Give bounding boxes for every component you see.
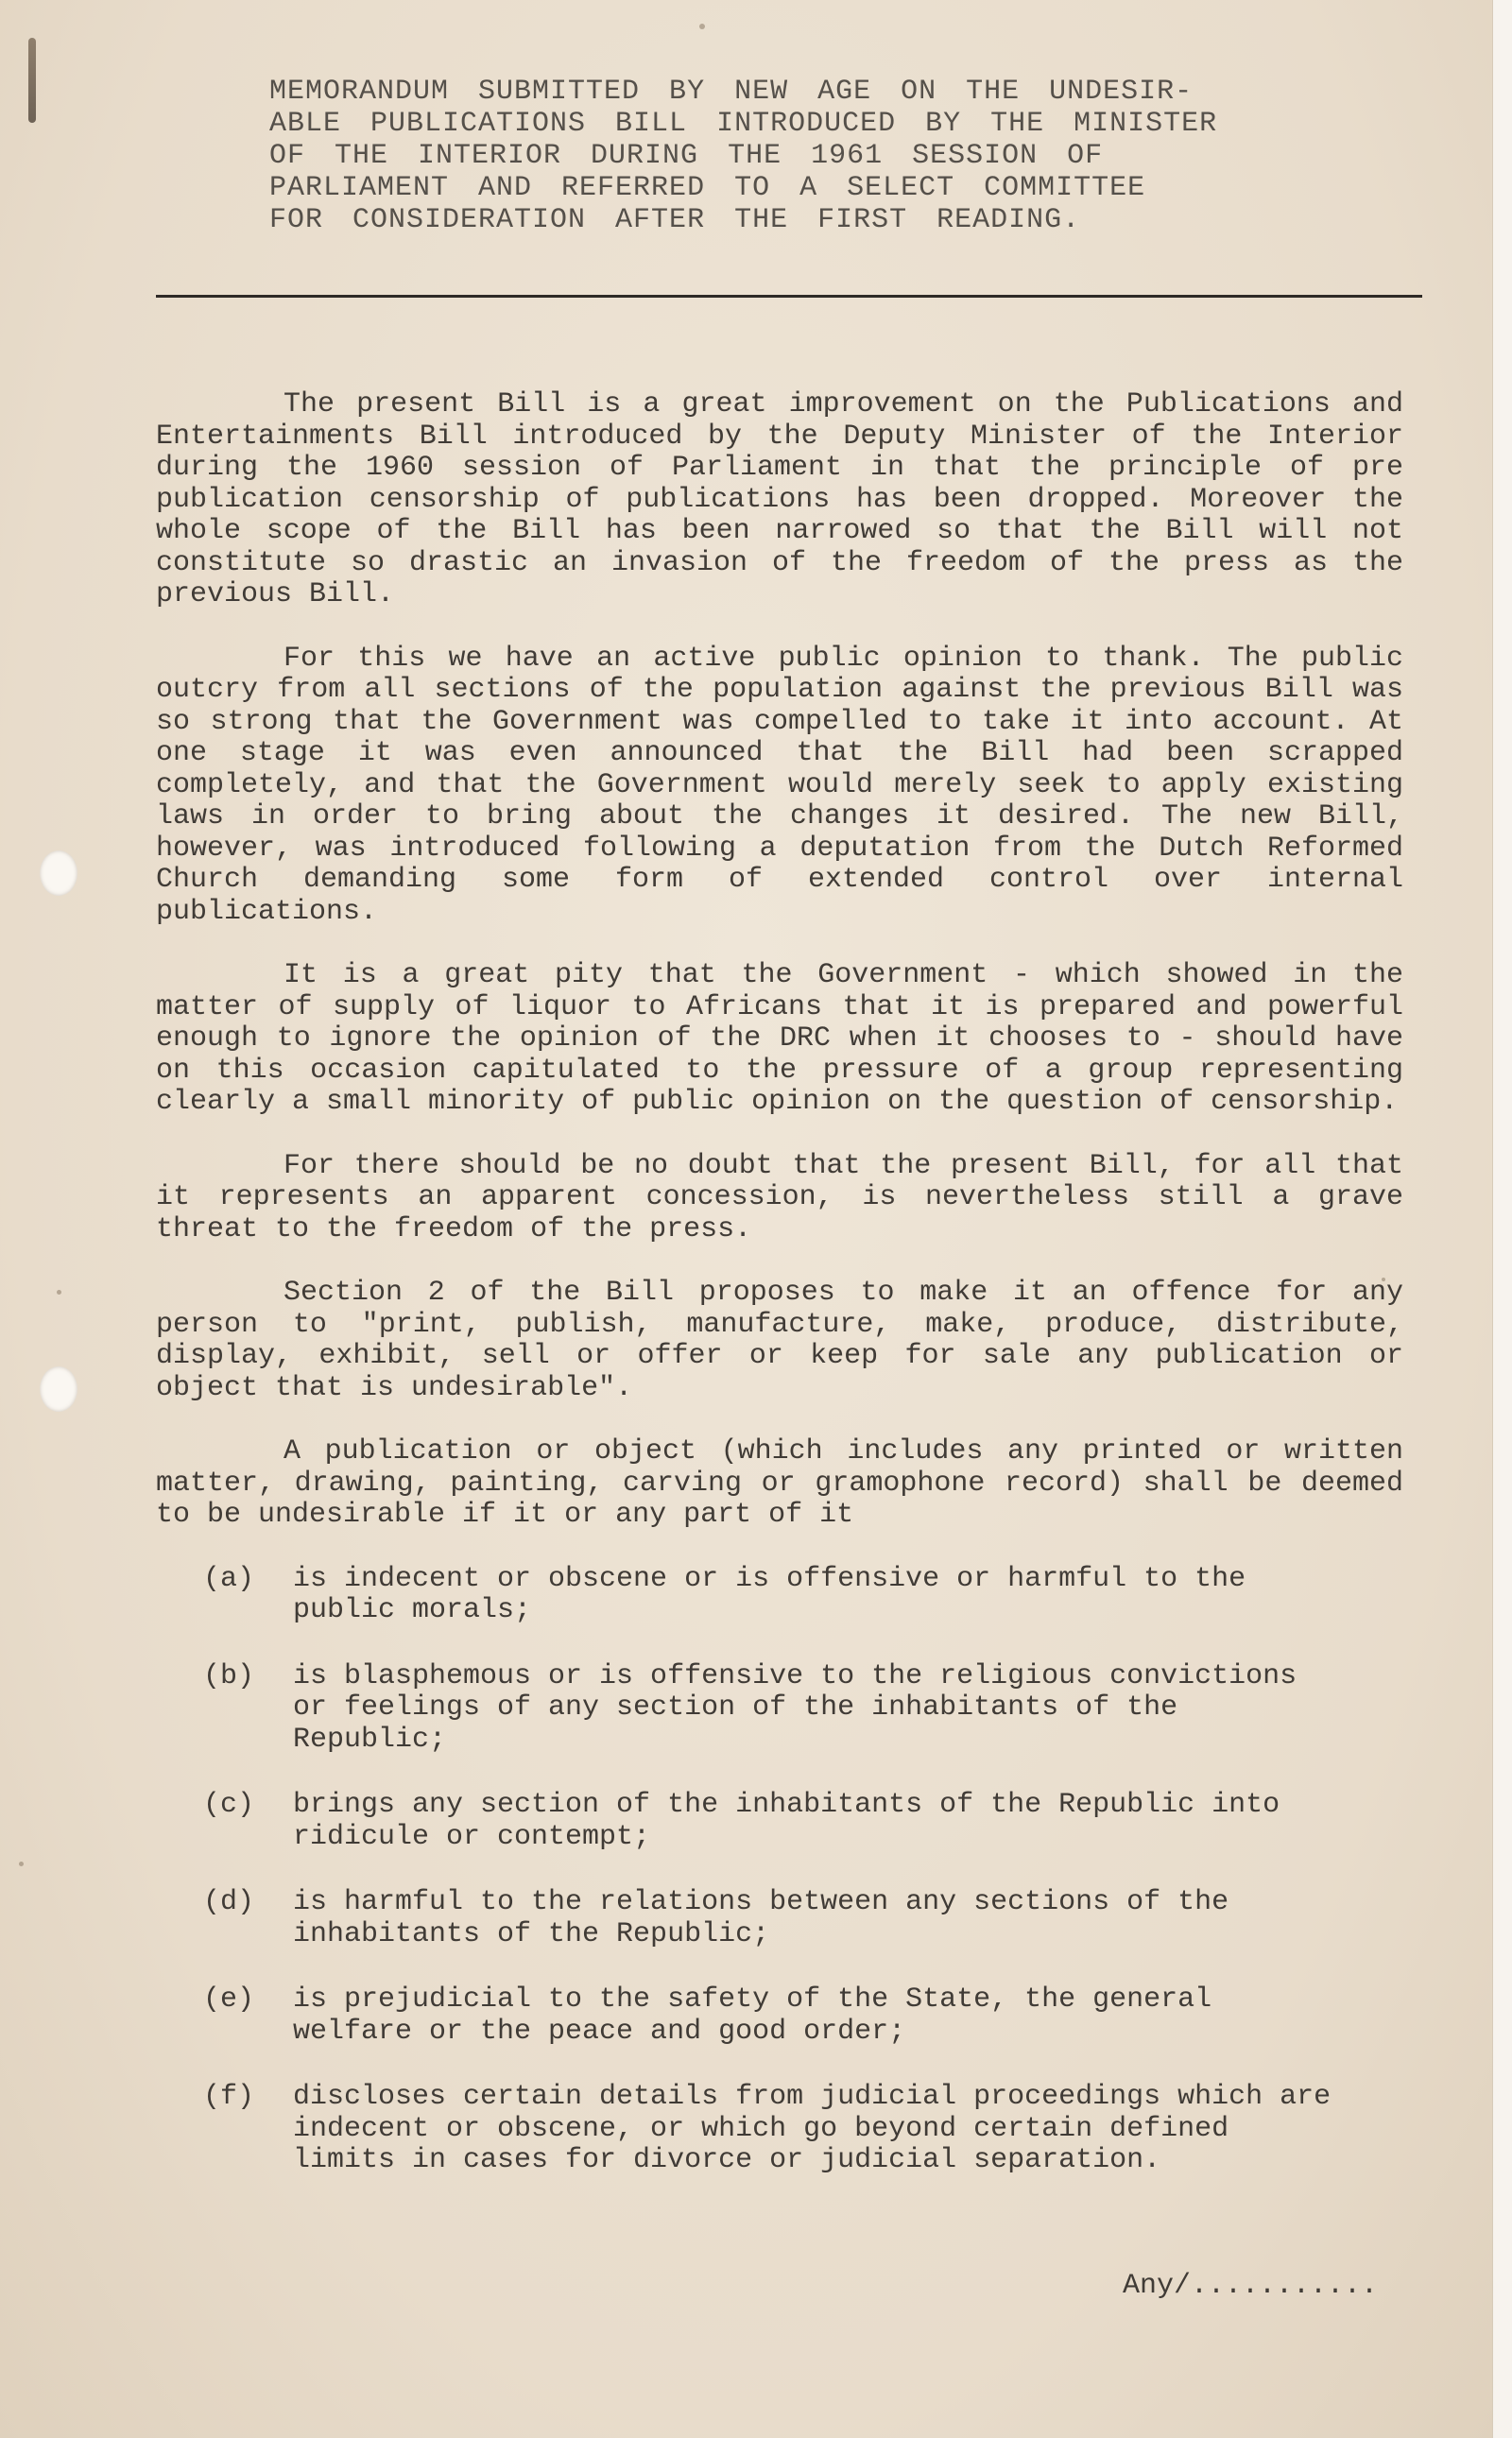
paragraph: It is a great pity that the Government - which showed in the matter of supply of liquor to Africans that it is prepared and powerful enough to ignore the opinion of the DRC when it chooses to - should have on this occasion capitulated to the pressure of a group representing clearly a small minority of public opinion on the question of censorship. bbox=[156, 959, 1403, 1118]
punch-hole-lower bbox=[40, 1366, 77, 1412]
list-item bbox=[203, 1564, 1403, 1627]
page-edge bbox=[1492, 0, 1512, 2438]
paragraph: For there should be no doubt that the present Bill, for all that it represents an apparent concession, is nevertheless still a grave threat to the freedom of the press. bbox=[156, 1149, 1403, 1245]
item-marker: (b) bbox=[203, 1659, 255, 1692]
list-item bbox=[203, 1790, 1403, 1853]
paper-speck bbox=[19, 1862, 24, 1866]
list-item bbox=[203, 1661, 1403, 1757]
item-marker: (c) bbox=[203, 1789, 255, 1821]
heading-line: PARLIAMENT AND REFERRED TO A SELECT COMMITTEE bbox=[269, 172, 1146, 204]
item-text: discloses certain details from judicial proceedings which are indecent or obscene, or which go beyond certain defined limits in cases for divorce or judicial separation. bbox=[293, 2081, 1332, 2176]
undesirable-criteria-list bbox=[203, 1564, 1403, 2177]
continuation-marker: Any/........... bbox=[1123, 2270, 1379, 2302]
list-item bbox=[203, 1984, 1403, 2048]
item-marker: (a) bbox=[203, 1562, 255, 1595]
paper-speck bbox=[57, 1290, 61, 1295]
list-item bbox=[203, 1887, 1403, 1950]
staple-mark bbox=[28, 38, 36, 123]
item-marker: (e) bbox=[203, 1983, 255, 2016]
heading-divider bbox=[156, 295, 1422, 298]
list-item bbox=[203, 2082, 1403, 2177]
punch-hole-upper bbox=[40, 850, 77, 896]
item-text: is blasphemous or is offensive to the religious convictions or feelings of any section of the inhabitants of the Republic; bbox=[293, 1659, 1297, 1756]
heading-line: ABLE PUBLICATIONS BILL INTRODUCED BY THE MINISTER bbox=[269, 108, 1218, 140]
heading-line: OF THE INTERIOR DURING THE 1961 SESSION OF bbox=[269, 140, 1104, 172]
memo-heading bbox=[269, 76, 1318, 236]
item-marker: (d) bbox=[203, 1886, 255, 1918]
paragraph: Section 2 of the Bill proposes to make it an offence for any person to "print, publish, manufacture, make, produce, distribute, display, exhibit, sell or offer or keep for sale any publication or object that is undesirable". bbox=[156, 1277, 1403, 1404]
item-marker: (f) bbox=[203, 2081, 255, 2113]
heading-line: MEMORANDUM SUBMITTED BY NEW AGE ON THE UNDESIR- bbox=[269, 76, 1194, 108]
paragraph: A publication or object (which includes any printed or written matter, drawing, painting, carving or gramophone record) shall be deemed to be undesirable if it or any part of it bbox=[156, 1435, 1403, 1531]
paper-speck bbox=[699, 24, 705, 29]
item-text: is prejudicial to the safety of the State, the general welfare or the peace and good order; bbox=[293, 1983, 1212, 2048]
item-text: is indecent or obscene or is offensive or harmful to the public morals; bbox=[293, 1562, 1246, 1626]
paragraph: For this we have an active public opinion to thank. The public outcry from all sections of the population against the previous Bill was so strong that the Government was compelled to take it into account. At one stage it was even announced that the Bill had been scrapped completely, and that the Government would merely seek to apply existing laws in order to bring about the changes it desired. The new Bill, however, was introduced following a deputation from the Dutch Reformed Church demanding some form of extended control over internal publications. bbox=[156, 642, 1403, 928]
item-text: is harmful to the relations between any sections of the inhabitants of the Republic; bbox=[293, 1886, 1229, 1950]
memo-body bbox=[156, 389, 1403, 2211]
heading-line: FOR CONSIDERATION AFTER THE FIRST READING. bbox=[269, 204, 1081, 236]
paragraph: The present Bill is a great improvement on the Publications and Entertainments Bill introduced by the Deputy Minister of the Interior during the 1960 session of Parliament in that the principle of pre publication censorship of publications has been dropped. Moreover the whole scope of the Bill has been narrowed so that the Bill will not constitute so drastic an invasion of the freedom of the press as the previous Bill. bbox=[156, 388, 1403, 610]
item-text: brings any section of the inhabitants of the Republic into ridicule or contempt; bbox=[293, 1789, 1280, 1853]
